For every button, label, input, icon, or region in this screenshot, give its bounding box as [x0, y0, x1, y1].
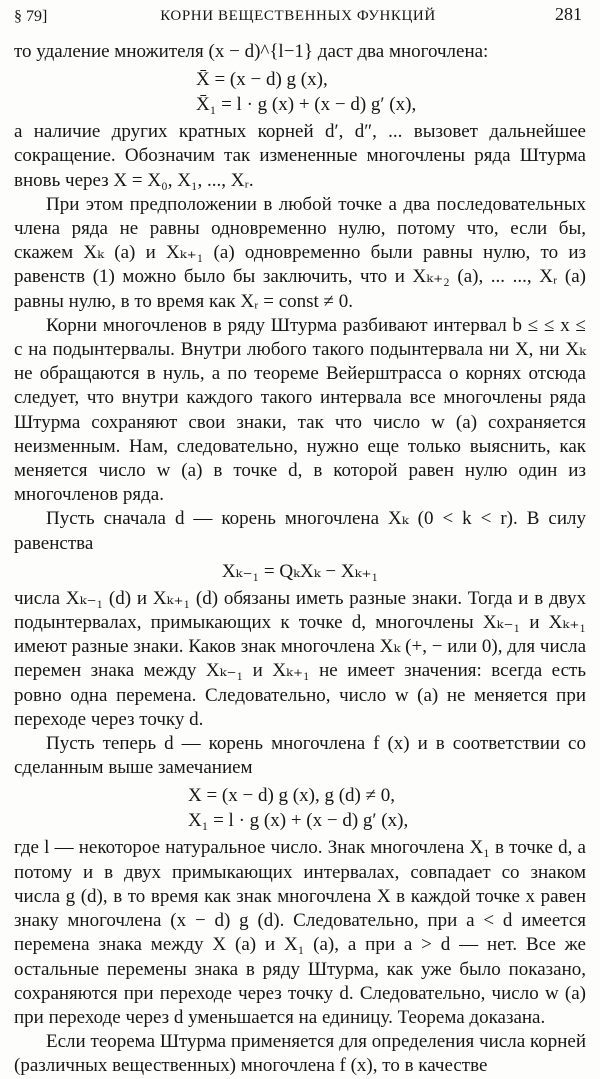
paragraph-2: а наличие других кратных корней d′, d″, ... вызовет дальнейшее сокращение. Обозначим так измененные многочлены ряда Штурма вновь через X = X₀, X₁, ..., Xᵣ.: [14, 121, 586, 191]
paragraph-6: числа Xₖ₋₁ (d) и Xₖ₊₁ (d) обязаны иметь разные знаки. Тогда и в двух подынтервалах, примыкающих к точке d, многочлены Xₖ₋₁ и Xₖ₊₁ имеют разные знаки. Каков знак многочлена Xₖ (+, − или 0), для числа перемен знака между Xₖ₋₁ и Xₖ₊₁ не имеет значения: всегда есть ровно одна перемена. Следовательно, число w (a) не меняется при переходе через точку d.: [14, 587, 586, 730]
page-body: [14, 40, 586, 1079]
paragraph-9: Если теорема Штурма применяется для определения числа корней (различных вещественных) многочлена f (x), то в качестве: [14, 1031, 586, 1077]
formula-1-line-2: X̄₁ = l · g (x) + (x − d) g′ (x),: [196, 94, 417, 116]
formula-3: [14, 783, 586, 833]
formula-1: [14, 67, 586, 117]
paragraph-5: Пусть сначала d — корень многочлена Xₖ (0 < k < r). В силу равенства: [14, 508, 586, 554]
paragraph-1: то удаление множителя (x − d)^{l−1} даст два многочлена:: [14, 41, 489, 62]
section-number: § 79]: [14, 8, 48, 25]
formula-3-line-2: X₁ = l · g (x) + (x − d) g′ (x),: [188, 810, 409, 832]
formula-1-line-1: X̄ = (x − d) g (x),: [196, 69, 328, 91]
formula-2-line: Xₖ₋₁ = QₖXₖ − Xₖ₊₁: [221, 560, 379, 582]
paragraph-7: Пусть теперь d — корень многочлена f (x) и в соответствии со сделанным выше замечанием: [14, 733, 586, 779]
running-header: [14, 4, 582, 30]
paragraph-8: где l — некоторое натуральное число. Знак многочлена X₁ в точке d, а потому и в двух примыкающих интервалах, совпадает со знаком числа g (d), в то время как знак многочлена X в каждой точке x равен знаку многочлена (x − d) g (d). Следовательно, при a < d имеется перемена знака между X (a) и X₁ (a), а при a > d — нет. Все же остальные перемены знака в ряду Штурма, как уже было показано, сохраняются при переходе через точку d. Следовательно, число w (a) при переходе через d уменьшается на единицу. Теорема доказана.: [14, 837, 586, 1028]
formula-2: [14, 559, 586, 584]
paragraph-4: Корни многочленов в ряду Штурма разбивают интервал b ≤ ≤ x ≤ c на подынтервалы. Внутри любого такого подынтервала ни X, ни Xₖ не обращаются в нуль, а по теореме Вейерштрасса о корнях отсюда следует, что внутри каждого такого интервала все многочлены ряда Штурма сохраняют свои знаки, так что число w (a) сохраняется неизменным. Нам, следовательно, нужно еще только выяснить, как меняется число w (a) в точке d, в которой равен нулю один из многочленов ряда.: [14, 314, 586, 506]
chapter-title: КОРНИ ВЕЩЕСТВЕННЫХ ФУНКЦИЙ: [160, 8, 436, 24]
paragraph-3: При этом предположении в любой точке a два последовательных члена ряда не равны одновременно нулю, потому что, если бы, скажем Xₖ (a) и Xₖ₊₁ (a) одновременно были равны нулю, то из равенств (1) можно было бы заключить, что и Xₖ₊₂ (a), ... ..., Xᵣ (a) равны нулю, в то время как Xᵣ = const ≠ 0.: [14, 193, 586, 312]
formula-3-line-1: X = (x − d) g (x), g (d) ≠ 0,: [188, 785, 396, 807]
page-number: 281: [555, 4, 582, 24]
